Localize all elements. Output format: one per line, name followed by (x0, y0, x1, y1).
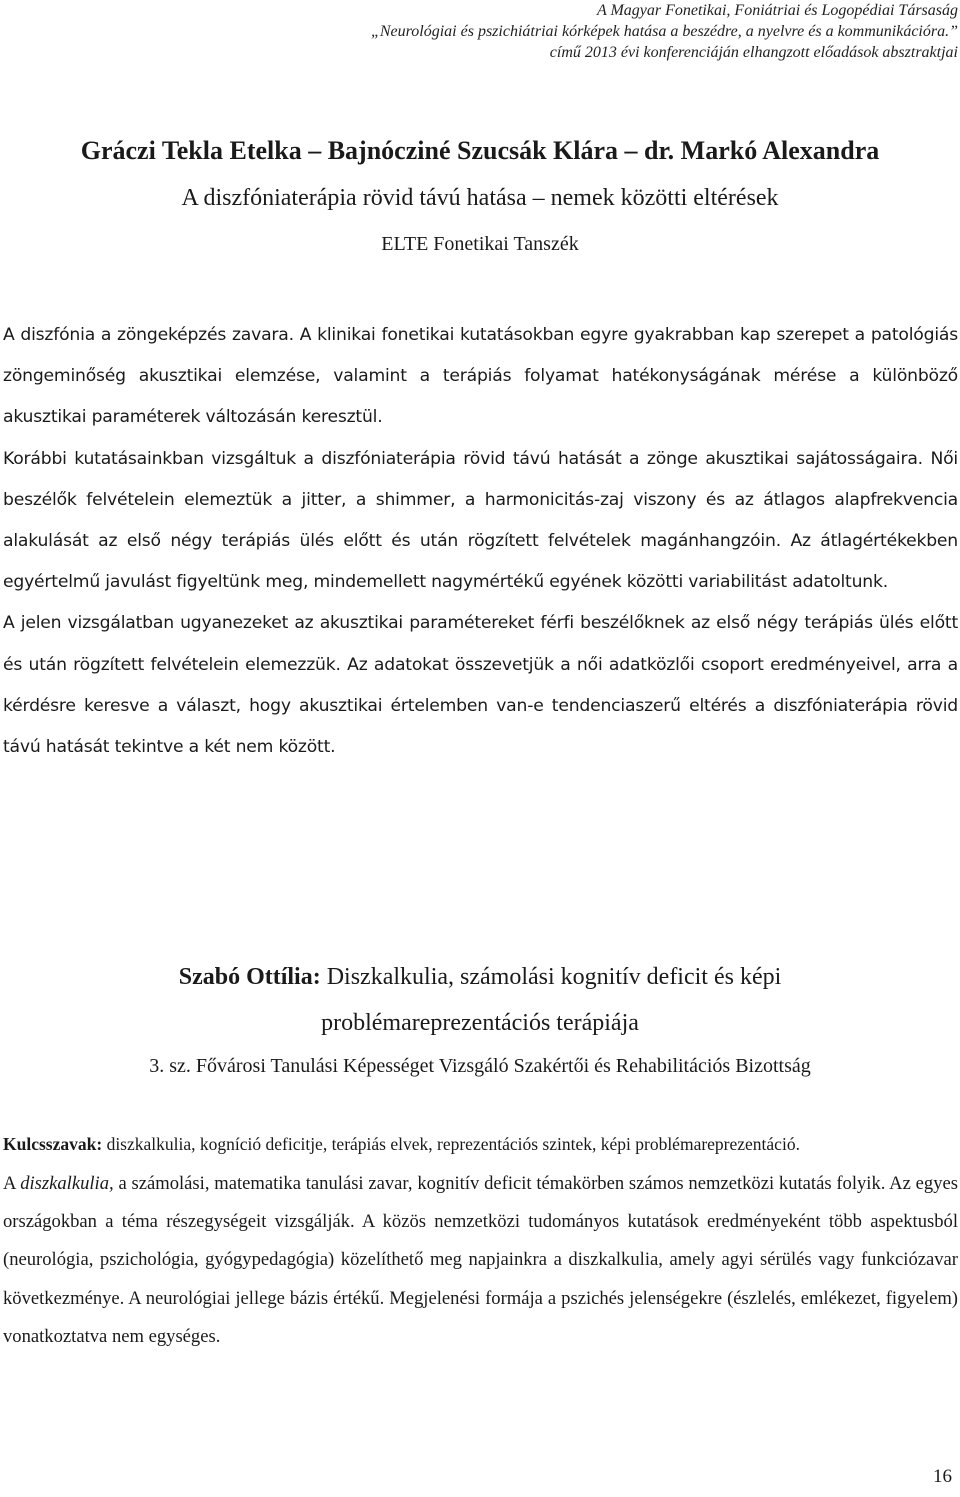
abstract1-paragraph: A jelen vizsgálatban ugyanezeket az akusztikai paramétereket férfi beszélőknek az első négy terápiás ülés előtt és után rögzített felvételein elemezzük. Az adatokat összevetjük a női adatközlői csoport eredményeivel, arra a kérdésre keresve a választ, hogy akusztikai értelemben van-e tendenciaszerű eltérés a diszfóniaterápia rövid távú hatását tekintve a két nem között. (3, 613, 958, 758)
abstract1-paragraph: Korábbi kutatásainkban vizsgáltuk a diszfóniaterápia rövid távú hatását a zönge akusztikai sajátosságaira. Női beszélők felvételein elemeztük a jitter, a shimmer, a harmonicitás-zaj viszony és az átlagos alapfrekvencia alakulását az első négy terápiás ülés előtt és után rögzített felvételek magánhangzóin. Az átlagértékekben egyértelmű javulást figyeltünk meg, mindemellett nagymértékű egyének közötti variabilitást adatoltunk. (3, 448, 958, 593)
abstract1-body (3, 315, 958, 768)
keywords-list: diszkalkulia, kogníció deficitje, terápiás elvek, reprezentációs szintek, képi problémareprezentáció. (106, 1134, 800, 1154)
abstract2-keywords (3, 1127, 958, 1161)
abstract2-author: Szabó Ottília: (178, 964, 321, 990)
abstract2-department: 3. sz. Fővárosi Tanulási Képességet Vizsgáló Szakértői és Rehabilitációs Bizottság (149, 1055, 811, 1077)
abstract1-authors: Gráczi Tekla Etelka – Bajnócziné Szucsák Klára – dr. Markó Alexandra (80, 136, 880, 165)
abstract1-title: A diszfóniaterápia rövid távú hatása – nemek közötti eltérések (181, 185, 779, 211)
abstract1-department: ELTE Fonetikai Tanszék (381, 233, 579, 255)
abstract2-term: diszkalkulia, (20, 1173, 114, 1194)
abstract2-body-rest: a számolási, matematika tanulási zavar, kognitív deficit témakörben számos nemzetközi kutatás folyik. Az egyes országokban a téma részegységeit vizsgálják. A közös nemzetközi tudományos kutatások eredményeként több aspektusból (neurológia, pszichológia, gyógypedagógia) közelíthető meg napjainkra a diszkalkulia, amely agyi sérülés vagy funkciózavar következménye. A neurológiai jellege bázis értékű. Megjelenési formája a pszichés jelenségekre (észlelés, emlékezet, figyelem) vonatkoztatva nem egységes. (3, 1173, 958, 1347)
abstract2-paragraph (3, 1165, 958, 1356)
abstract2-body (3, 1127, 958, 1356)
document-header (371, 0, 958, 63)
abstract2-body-start: A (3, 1173, 21, 1194)
keywords-label: Kulcsszavak: (3, 1134, 103, 1154)
page-number: 16 (933, 1466, 952, 1487)
header-society: A Magyar Fonetikai, Foniátriai és Logopédiai Társaság (596, 2, 958, 19)
header-subtitle: című 2013 évi konferenciáján elhangzott előadások absztraktjai (549, 44, 958, 61)
abstract2-heading (0, 954, 960, 1046)
header-conference-title: „Neurológiai és pszichiátriai kórképek hatása a beszédre, a nyelvre és a kommunikációra.” (370, 23, 958, 40)
abstract2-title-line1: Diszkalkulia, számolási kognitív deficit és képi (326, 964, 782, 990)
abstract1-paragraph: A diszfónia a zöngeképzés zavara. A klinikai fonetikai kutatásokban egyre gyakrabban kap szerepet a patológiás zöngeminőség akusztikai elemzése, valamint a terápiás folyamat hatékonyságának mérése a különböző akusztikai paraméterek változásán keresztül. (3, 325, 958, 428)
abstract2-title-line2: problémareprezentációs terápiája (321, 1010, 639, 1036)
